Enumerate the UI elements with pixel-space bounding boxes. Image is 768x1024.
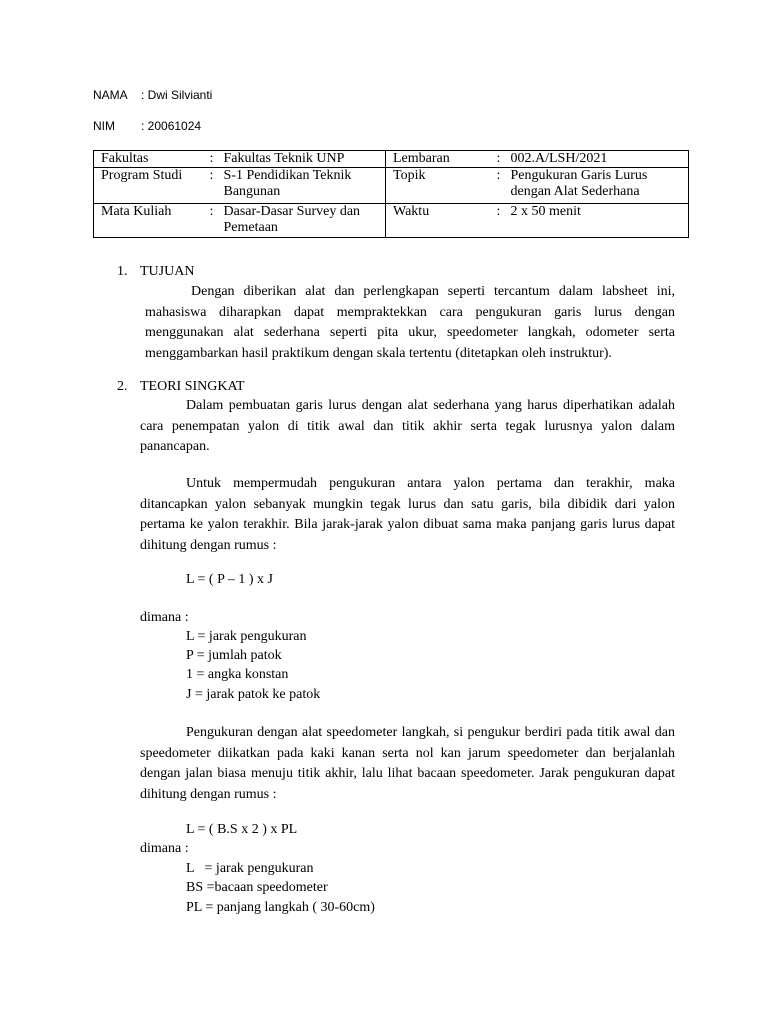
table-row (94, 151, 689, 168)
definition-item: P = jumlah patok (186, 648, 282, 663)
topik-value: Pengukuran Garis Lurus dengan Alat Sederhana (511, 168, 689, 204)
colon: : (204, 151, 224, 168)
fakultas-value: Fakultas Teknik UNP (224, 151, 386, 168)
definition-item: L = jarak pengukuran (186, 861, 314, 876)
table-row (94, 204, 689, 238)
tujuan-paragraph: Dengan diberikan alat dan perlengkapan seperti tercantum dalam labsheet ini, mahasiswa diharapkan dapat mempraktekkan cara pengukuran garis lurus dengan menggunakan alat sederhana seperti pita ukur, speedometer langkah, odometer serta menggambarkan hasil praktikum dengan skala tertentu (ditetapkan oleh instruktur). (145, 284, 675, 361)
program-studi-value: S-1 Pendidikan Teknik Bangunan (224, 168, 386, 204)
teori-paragraph-2: Untuk mempermudah pengukuran antara yalon pertama dan terakhir, maka ditancapkan yalon sebanyak mungkin tegak lurus dan satu garis, bila dibidik dari yalon pertama ke yalon terakhir. Bila jarak-jarak yalon dibuat sama maka panjang garis lurus dapat dihitung dengan rumus : (140, 476, 675, 553)
colon: : (491, 151, 511, 168)
definition-item: BS =bacaan speedometer (186, 880, 328, 895)
section-number: 1. (117, 264, 128, 279)
dimana-label: dimana : (140, 841, 189, 856)
fakultas-label: Fakultas (94, 151, 204, 168)
section-number: 2. (117, 379, 128, 394)
nim-label: NIM (93, 119, 115, 133)
definition-item: PL = panjang langkah ( 30-60cm) (186, 900, 375, 915)
colon: : (204, 168, 224, 204)
mata-kuliah-value: Dasar-Dasar Survey dan Pemetaan (224, 204, 386, 238)
program-studi-label: Program Studi (94, 168, 204, 204)
nim-value: : 20061024 (141, 119, 202, 133)
topik-label: Topik (386, 168, 491, 204)
teori-paragraph-3: Pengukuran dengan alat speedometer langkah, si pengukur berdiri pada titik awal dan speedometer diikatkan pada kaki kanan serta nol kan jarum speedometer dan berjalanlah dengan jalan biasa menuju titik akhir, lalu lihat bacaan speedometer. Jarak pengukuran dapat dihitung dengan rumus : (140, 725, 675, 802)
course-info-table (93, 150, 689, 238)
colon: : (491, 168, 511, 204)
waktu-label: Waktu (386, 204, 491, 238)
table-row (94, 168, 689, 204)
mata-kuliah-label: Mata Kuliah (94, 204, 204, 238)
teori-paragraph-1: Dalam pembuatan garis lurus dengan alat sederhana yang harus diperhatikan adalah cara penempatan yalon di titik awal dan titik akhir serta tegak lurusnya yalon dalam panancapan. (140, 398, 675, 454)
formula-1: L = ( P – 1 ) x J (186, 572, 273, 587)
waktu-value: 2 x 50 menit (511, 204, 689, 238)
definition-item: J = jarak patok ke patok (186, 687, 321, 702)
dimana-label: dimana : (140, 610, 189, 625)
formula-2: L = ( B.S x 2 ) x PL (186, 822, 298, 837)
nama-value: : Dwi Silvianti (141, 88, 213, 102)
definition-item: L = jarak pengukuran (186, 629, 307, 644)
nama-line (93, 88, 212, 102)
nim-line (93, 119, 201, 133)
nama-label: NAMA (93, 88, 128, 102)
section-heading-tujuan: TUJUAN (140, 264, 195, 279)
lembaran-label: Lembaran (386, 151, 491, 168)
definition-item: 1 = angka konstan (186, 667, 289, 682)
section-heading-teori-singkat: TEORI SINGKAT (140, 379, 245, 394)
colon: : (491, 204, 511, 238)
colon: : (204, 204, 224, 238)
lembaran-value: 002.A/LSH/2021 (511, 151, 689, 168)
